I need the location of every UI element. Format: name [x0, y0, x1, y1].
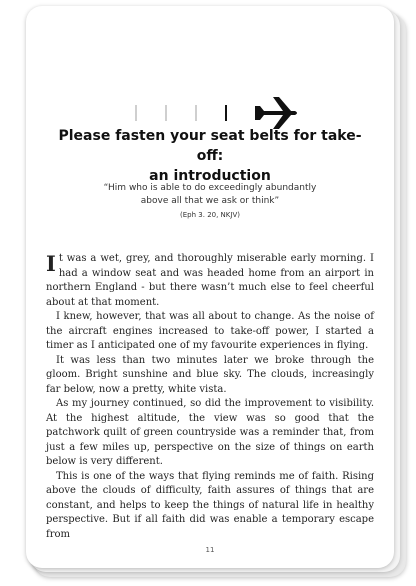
paragraph: As my journey continued, so did the improvement to visibility. At the highest altitude, the view was so good that the patchwork quilt of green countryside was a reminder that, from just a few miles up, perspective on the size of things on earth below is very different.: [46, 398, 374, 467]
book-page: [26, 6, 394, 568]
epigraph-quote: “Him who is able to do exceedingly abundantly above all that we ask or think”: [103, 183, 317, 206]
tally-mark: [135, 105, 137, 121]
chapter-body: [46, 252, 374, 542]
tally-mark: [165, 105, 167, 121]
airplane-icon: [253, 96, 299, 130]
drop-cap: I: [46, 251, 56, 276]
chapter-marker: [26, 96, 394, 130]
epigraph-reference: (Eph 3. 20, NKJV): [180, 211, 240, 219]
paragraph: [46, 252, 374, 310]
tally-mark-current: [225, 105, 227, 121]
tally-mark: [195, 105, 197, 121]
page-number: 11: [205, 546, 215, 554]
paragraph-text: t was a wet, grey, and thoroughly miserable early morning. I had a window seat and was headed home from an airport in northern England - but there wasn’t much else to feel cheerful about at that moment.: [46, 253, 374, 308]
chapter-title-line-1: Please fasten your seat belts for take-off:: [58, 128, 362, 164]
paragraph: I knew, however, that was all about to change. As the noise of the aircraft engines increased to take-off power, I started a timer as I anticipated one of my favourite experiences in flying.: [46, 311, 374, 351]
chapter-title-line-2: an introduction: [149, 168, 271, 184]
epigraph: [96, 182, 324, 222]
paragraph: This is one of the ways that flying reminds me of faith. Rising above the clouds of difficulty, faith assures of things that are constant, and helps to keep the things of natural life in healthy perspective. But if all faith did was enable a temporary escape from: [46, 470, 374, 540]
chapter-title: [46, 126, 374, 186]
paragraph: It was less than two minutes later we broke through the gloom. Bright sunshine and blue sky. The clouds, increasingly far below, now a pretty, white vista.: [46, 354, 374, 395]
